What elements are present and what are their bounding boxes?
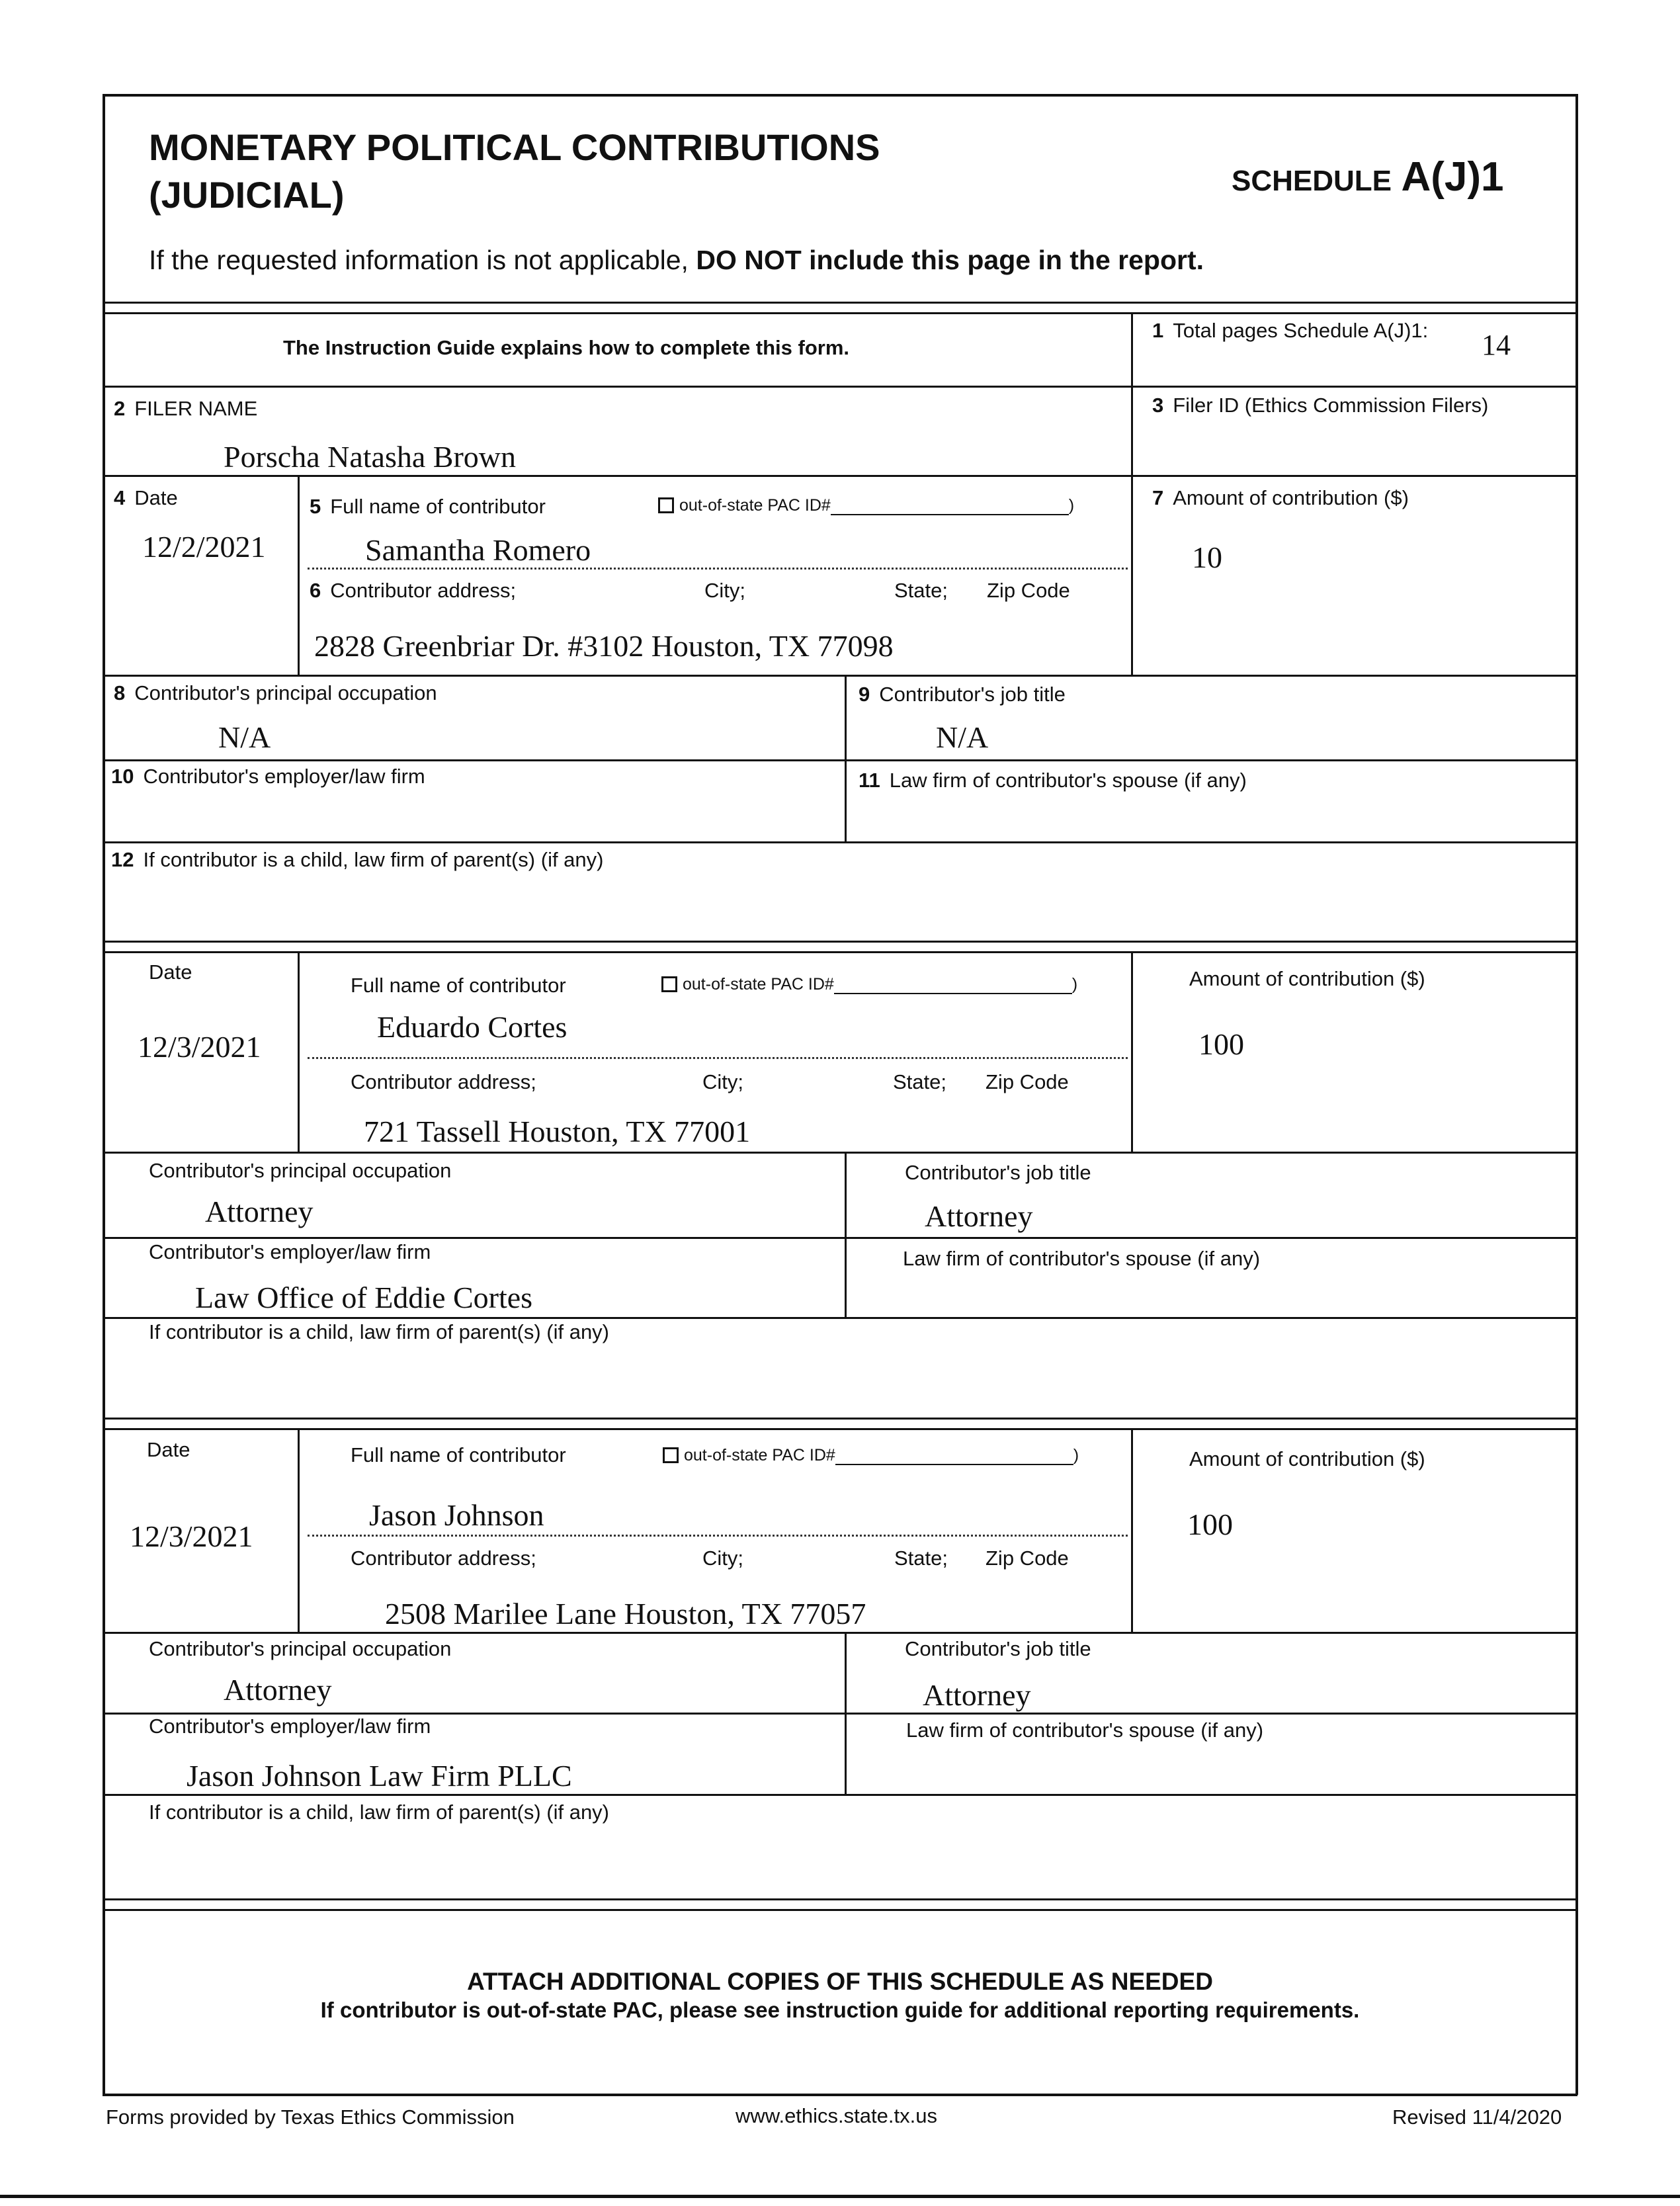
city-label: City; (704, 579, 745, 602)
date-value[interactable]: 12/3/2021 (130, 1519, 253, 1553)
date-label: Date (149, 960, 192, 984)
amount-label: Amount of contribution ($) (1189, 1447, 1425, 1470)
employer-value[interactable]: Jason Johnson Law Firm PLLC (187, 1759, 572, 1793)
address-label: 6 Contributor address; (310, 579, 517, 602)
job-title-value[interactable]: Attorney (923, 1678, 1031, 1712)
job-title-value[interactable]: N/A (936, 720, 989, 754)
pac-checkbox[interactable] (658, 497, 674, 513)
city-label: City; (702, 1070, 743, 1093)
employer-label: Contributor's employer/law firm (149, 1715, 431, 1738)
spouse-label: Law firm of contributor's spouse (if any) (903, 1247, 1261, 1270)
employer-label: Contributor's employer/law firm (149, 1240, 431, 1263)
child-label: If contributor is a child, law firm of parent(s) (if any) (149, 1801, 610, 1824)
occupation-value[interactable]: N/A (218, 720, 271, 754)
pac-field: out-of-state PAC ID# ) (658, 496, 1074, 515)
schedule-label (1232, 153, 1504, 200)
amount-label: 7 Amount of contribution ($) (1152, 486, 1409, 509)
amount-value[interactable]: 100 (1187, 1507, 1233, 1541)
notice-plain: If the requested information is not applicable, (149, 245, 689, 275)
address-value[interactable]: 2828 Greenbriar Dr. #3102 Houston, TX 77098 (314, 629, 894, 663)
address-label: Contributor address; (351, 1547, 536, 1570)
state-label: State; (894, 1547, 948, 1570)
notice-bold: DO NOT include this page in the report. (696, 245, 1204, 275)
occupation-label: Contributor's principal occupation (149, 1159, 452, 1182)
child-label: 12 If contributor is a child, law firm of parent(s) (if any) (111, 848, 604, 871)
amount-value[interactable]: 10 (1192, 540, 1222, 574)
date-value[interactable]: 12/3/2021 (138, 1030, 261, 1064)
occupation-value[interactable]: Attorney (205, 1195, 314, 1228)
state-label: State; (893, 1070, 946, 1093)
occupation-label: Contributor's principal occupation (149, 1637, 452, 1660)
pac-instruction-text: If contributor is out-of-state PAC, please see instruction guide for additional reporting requirements. (320, 1998, 1360, 2022)
instruction-text: The Instruction Guide explains how to complete this form. (283, 336, 850, 359)
pac-field: out-of-state PAC ID# ) (663, 1446, 1079, 1465)
employer-label: 10 Contributor's employer/law firm (111, 765, 425, 788)
total-pages-label: 1 Total pages Schedule A(J)1: (1152, 319, 1429, 342)
job-title-value[interactable]: Attorney (925, 1199, 1033, 1233)
job-title-label: 9 Contributor's job title (859, 683, 1066, 706)
full-name-label: Full name of contributor (351, 1443, 566, 1466)
filer-name-label: 2 FILER NAME (114, 397, 258, 420)
occupation-value[interactable]: Attorney (224, 1673, 332, 1707)
full-name-label: 5 Full name of contributor (310, 495, 546, 518)
date-value[interactable]: 12/2/2021 (142, 530, 266, 564)
occupation-label: 8 Contributor's principal occupation (114, 681, 437, 704)
date-label: 4 Date (114, 486, 178, 509)
contributor-name-value[interactable]: Eduardo Cortes (377, 1010, 567, 1044)
job-title-label: Contributor's job title (905, 1637, 1091, 1660)
footer-website[interactable]: www.ethics.state.tx.us (735, 2104, 937, 2127)
zip-label: Zip Code (986, 1070, 1069, 1093)
full-name-label: Full name of contributor (351, 974, 566, 997)
pac-checkbox[interactable] (661, 976, 677, 992)
child-label: If contributor is a child, law firm of parent(s) (if any) (149, 1320, 610, 1343)
employer-value[interactable]: Law Office of Eddie Cortes (195, 1281, 533, 1314)
amount-value[interactable]: 100 (1198, 1027, 1244, 1061)
contributor-name-value[interactable]: Samantha Romero (365, 533, 591, 567)
attach-copies-text: ATTACH ADDITIONAL COPIES OF THIS SCHEDULE AS NEEDED (467, 1968, 1213, 1995)
job-title-label: Contributor's job title (905, 1161, 1091, 1184)
footer-revised: Revised 11/4/2020 (1392, 2105, 1562, 2129)
pac-checkbox[interactable] (663, 1447, 679, 1463)
applicability-notice (149, 245, 1204, 276)
city-label: City; (702, 1547, 743, 1570)
state-label: State; (894, 579, 948, 602)
filer-id-label: 3 Filer ID (Ethics Commission Filers) (1152, 394, 1489, 417)
zip-label: Zip Code (986, 1547, 1069, 1570)
date-label: Date (147, 1438, 190, 1461)
amount-label: Amount of contribution ($) (1189, 967, 1425, 990)
total-pages-value[interactable]: 14 (1482, 329, 1511, 361)
contributor-name-value[interactable]: Jason Johnson (369, 1498, 544, 1532)
pac-field: out-of-state PAC ID# ) (661, 975, 1077, 994)
filer-name-value[interactable]: Porscha Natasha Brown (224, 440, 517, 474)
address-label: Contributor address; (351, 1070, 536, 1093)
spouse-label: Law firm of contributor's spouse (if any) (906, 1718, 1264, 1742)
schedule-code: A(J)1 (1401, 154, 1504, 200)
address-value[interactable]: 2508 Marilee Lane Houston, TX 77057 (385, 1597, 866, 1631)
schedule-word: SCHEDULE (1232, 165, 1392, 197)
form-title-line2: (JUDICIAL) (149, 174, 345, 216)
address-value[interactable]: 721 Tassell Houston, TX 77001 (364, 1115, 751, 1148)
footer-provider: Forms provided by Texas Ethics Commission (106, 2105, 515, 2129)
form-title-line1: MONETARY POLITICAL CONTRIBUTIONS (149, 126, 880, 168)
zip-label: Zip Code (987, 579, 1070, 602)
scan-edge (0, 2195, 1680, 2198)
spouse-label: 11 Law firm of contributor's spouse (if any) (859, 769, 1247, 792)
